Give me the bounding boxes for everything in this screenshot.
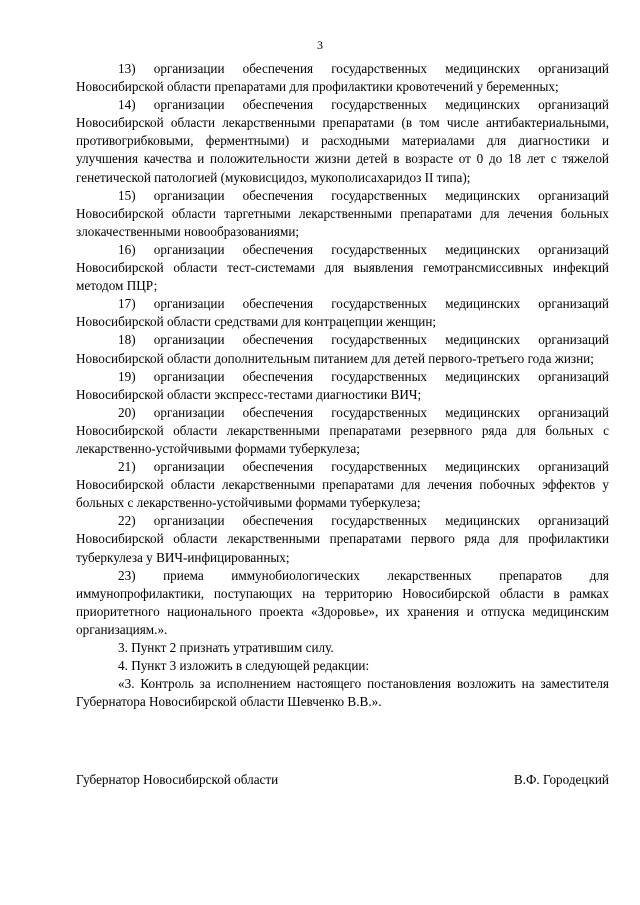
signatory-name: В.Ф. Городецкий (513, 772, 609, 787)
document-body (76, 60, 609, 711)
list-item-17: 17) организации обеспечения государственных медицинских организаций Новосибирской области средствами для контрацепции женщин; (76, 296, 609, 330)
signatory-position: Губернатор Новосибирской области (76, 772, 279, 787)
clause-4-new-text: «3. Контроль за исполнением настоящего постановления возложить на заместителя Губернатора Новосибирской области Шевченко В.В.». (76, 676, 609, 710)
clause-4: 4. Пункт 3 изложить в следующей редакции: (118, 658, 370, 674)
signature-block (76, 771, 609, 789)
list-item-15: 15) организации обеспечения государственных медицинских организаций Новосибирской области таргетными лекарственными препаратами для лечения больных злокачественными новообразованиями; (76, 187, 609, 239)
list-item-16: 16) организации обеспечения государственных медицинских организаций Новосибирской области тест-системами для выявления гемотрансмиссивных инфекций методом ПЦР; (76, 241, 609, 294)
list-item-22: 22) организации обеспечения государственных медицинских организаций Новосибирской области лекарственными препаратами первого ряда для профилактики туберкулеза у ВИЧ-инфицированных; (76, 513, 609, 565)
list-item-20: 20) организации обеспечения государственных медицинских организаций Новосибирской области лекарственными препаратами резервного ряда для больных с лекарственно-устойчивыми формами туберкулеза; (76, 404, 609, 456)
list-item-14: 14) организации обеспечения государственных медицинских организаций Новосибирской области лекарственными препаратами (в том числе антибактериальными, противогрибковыми, ферментными) и расходными материалами для диагностики и улучшения качества и положительности жизни детей в возрасте от 0 до 18 лет с тяжелой генетической патологией (муковисцидоз, мукополисахаридоз II типа); (76, 97, 609, 185)
list-item-23: 23) приема иммунобиологических лекарственных препаратов для иммунопрофилактики, поступающих на территорию Новосибирской области в рамках приоритетного национального проекта «Здоровье», их хранения и отпуска медицинским организациям.». (76, 567, 609, 637)
list-item-13: 13) организации обеспечения государственных медицинских организаций Новосибирской области препаратами для профилактики кровотечений у беременных; (76, 61, 609, 95)
list-item-18: 18) организации обеспечения государственных медицинских организаций Новосибирской области дополнительным питанием для детей первого-третьего года жизни; (76, 332, 609, 366)
page-number: 3 (317, 38, 323, 52)
list-item-19: 19) организации обеспечения государственных медицинских организаций Новосибирской области экспресс-тестами диагностики ВИЧ; (76, 368, 609, 402)
list-item-21: 21) организации обеспечения государственных медицинских организаций Новосибирской области лекарственными препаратами для лечения побочных эффектов у больных с лекарственно-устойчивыми формами туберкулеза; (76, 459, 609, 511)
clause-3: 3. Пункт 2 признать утратившим силу. (118, 640, 334, 655)
